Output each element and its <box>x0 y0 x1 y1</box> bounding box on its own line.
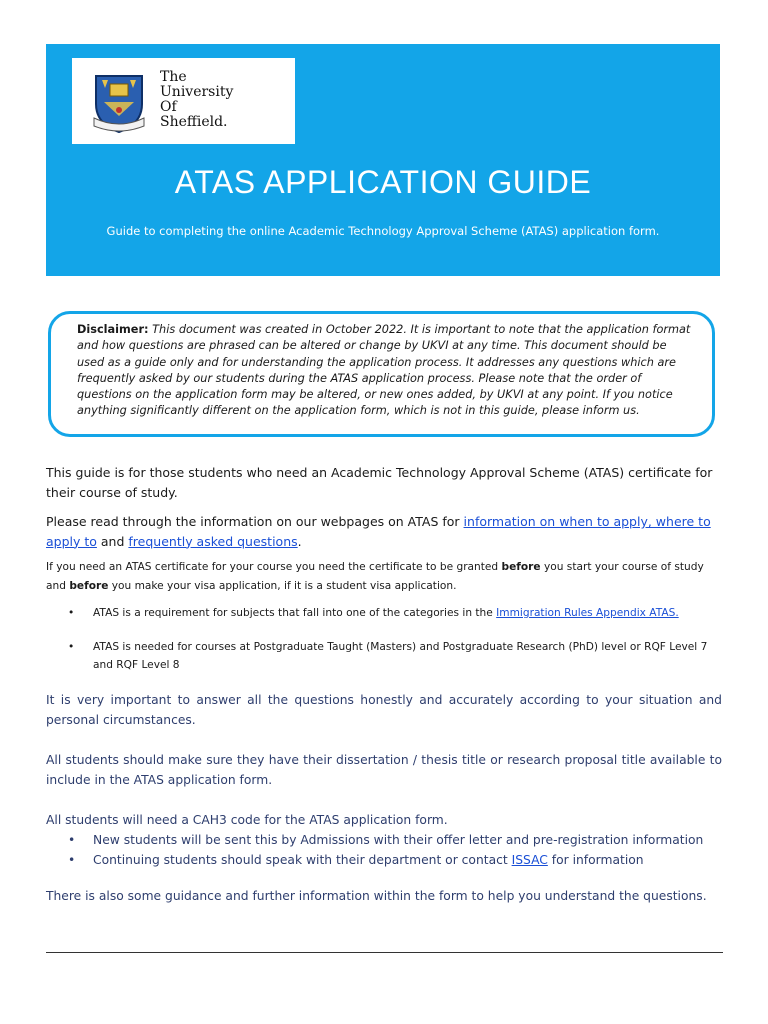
disclaimer-label: Disclaimer: <box>77 323 149 336</box>
read-info-prefix: Please read through the information on our webpages on ATAS for <box>46 514 464 529</box>
logo-line: Sheffield. <box>160 114 228 130</box>
logo-line: The <box>160 69 187 85</box>
bullet-icon: • <box>68 853 76 867</box>
cah3-paragraph: All students will need a CAH3 code for the ATAS application form. <box>46 813 448 827</box>
issac-link[interactable]: ISSAC <box>511 853 548 867</box>
disclaimer-box <box>48 311 715 437</box>
disclaimer-text: This document was created in October 2022. It is important to note that the application format and how questions are phrased can be altered or change by UKVI at any time. This document should be used as a guide only and for understanding the application process. It addresses any questions which are frequently asked by our students during the ATAS application process. Please note that the order of questions on the application form may be altered, or new ones added, by UKVI at any point. If you notice anything significantly different on the application form, which is not in this guide, please inform us. <box>77 323 691 418</box>
before-emphasis: before <box>501 561 541 573</box>
footer-divider <box>46 952 723 953</box>
page-subtitle: Guide to completing the online Academic Technology Approval Scheme (ATAS) application form. <box>106 224 660 238</box>
read-info-suffix: . <box>297 533 302 549</box>
bullet-text: ATAS is a requirement for subjects that fall into one of the categories in the <box>93 607 497 619</box>
faq-link[interactable]: frequently asked questions <box>128 533 298 549</box>
bullet-text: New students will be sent this by Admissions with their offer letter and pre-registration information <box>93 833 704 847</box>
need-cert-text: you start your course of study and <box>46 561 704 592</box>
bullet-text: Continuing students should speak with their department or contact <box>93 853 512 867</box>
university-logo <box>72 58 295 144</box>
read-info-paragraph <box>46 512 722 551</box>
bullet-text: for information <box>547 853 644 867</box>
bullet-icon: • <box>68 607 75 619</box>
bullet-icon: • <box>68 641 75 653</box>
header-banner <box>46 44 720 276</box>
bullet-icon: • <box>68 833 76 847</box>
logo-line: University <box>160 84 234 100</box>
logo-wordmark <box>160 70 233 130</box>
when-where-apply-link[interactable]: information on when to apply, where to apply to <box>46 514 711 549</box>
read-info-middle: and <box>96 533 129 549</box>
intro-paragraph: This guide is for those students who need an Academic Technology Approval Scheme (ATAS) certificate for their course of study. <box>46 465 713 500</box>
need-cert-text: If you need an ATAS certificate for your course you need the certificate to be granted <box>46 561 502 573</box>
immigration-rules-link[interactable]: Immigration Rules Appendix ATAS. <box>496 607 679 619</box>
before-emphasis: before <box>69 579 109 592</box>
page-title: ATAS APPLICATION GUIDE <box>174 164 592 200</box>
logo-line: Of <box>160 99 177 115</box>
guidance-paragraph: There is also some guidance and further information within the form to help you understand the questions. <box>46 889 707 903</box>
bullet-text: ATAS is needed for courses at Postgraduate Taught (Masters) and Postgraduate Research (PhD) level or RQF Level 7 and RQF Level 8 <box>93 641 708 671</box>
dissertation-paragraph: All students should make sure they have their dissertation / thesis title or research proposal title available to include in the ATAS application form. <box>46 753 722 787</box>
university-crest-icon <box>90 66 148 136</box>
important-paragraph: It is very important to answer all the questions honestly and accurately according to your situation and personal circumstances. <box>46 693 722 727</box>
need-cert-text: you make your visa application, if it is a student visa application. <box>108 579 457 592</box>
need-certificate-paragraph <box>46 558 722 595</box>
